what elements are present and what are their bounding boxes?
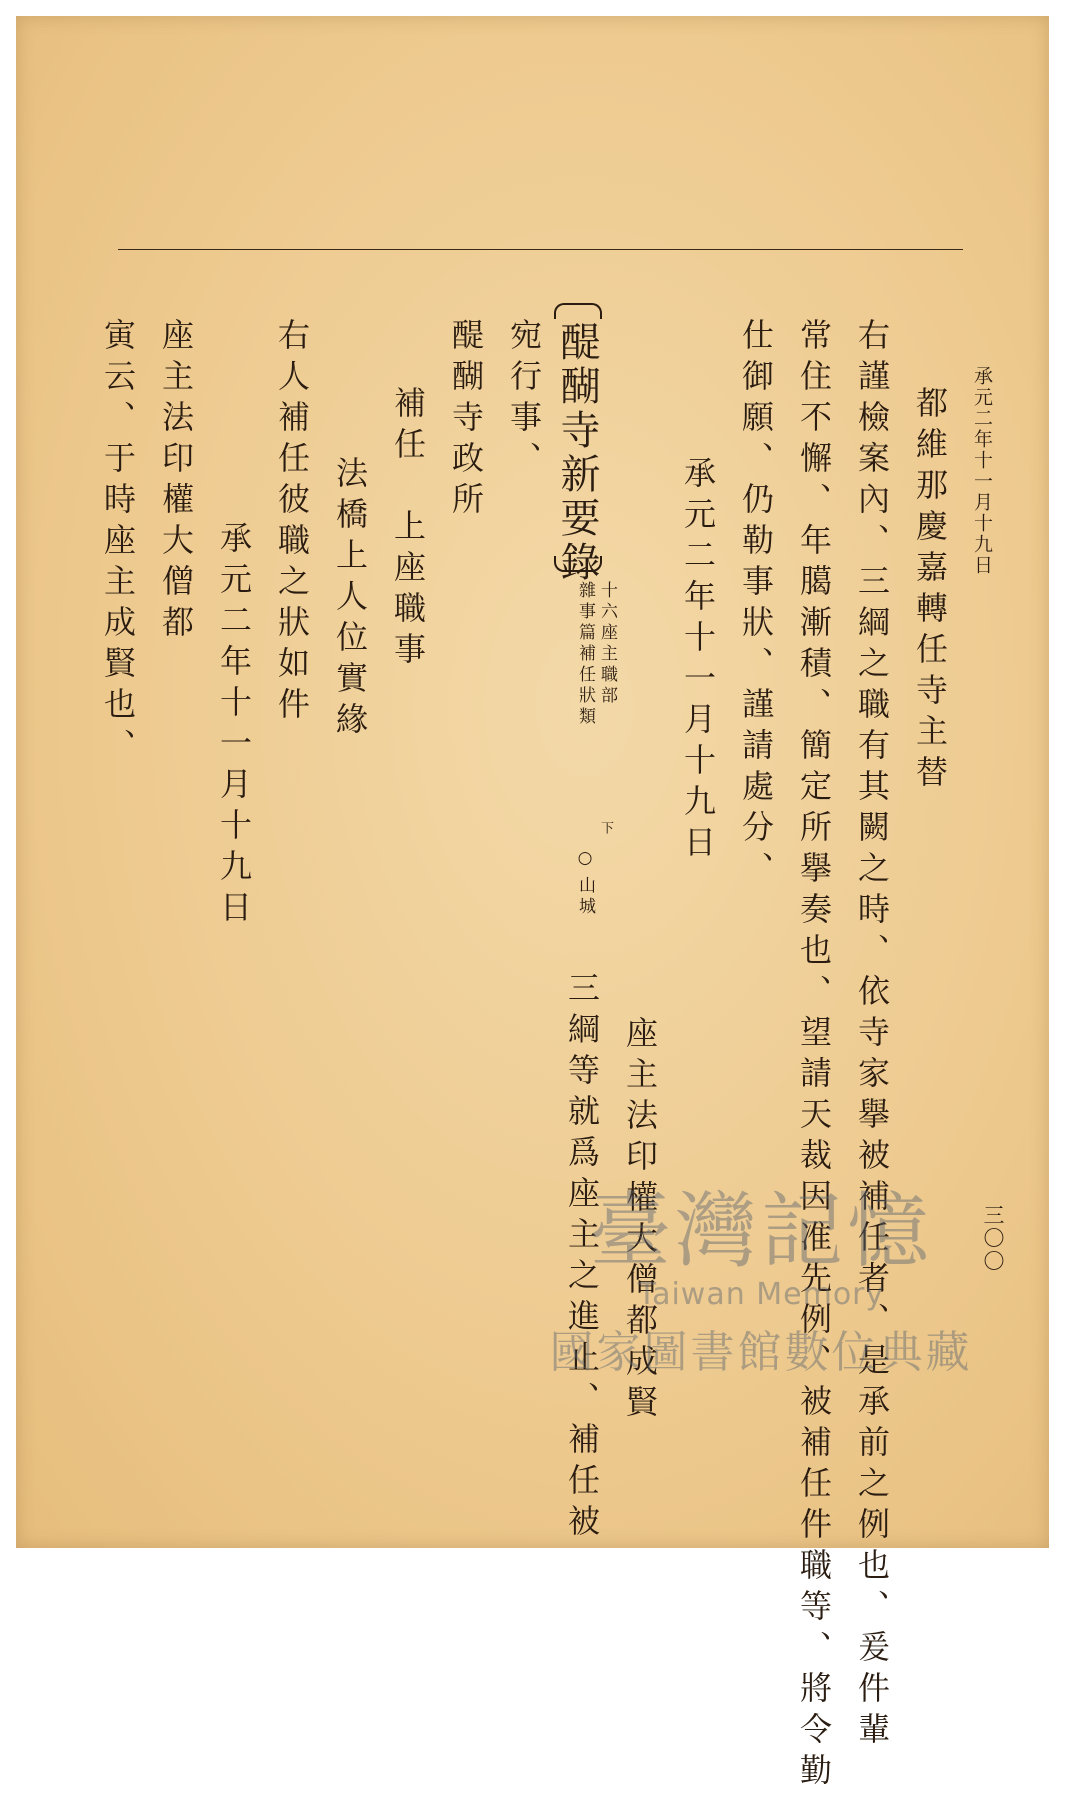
source-note-left: 雜事篇補任狀類: [575, 581, 595, 728]
source-note-separator: ○: [575, 848, 595, 872]
text-column-1: 都維那慶嘉轉任寺主替: [911, 386, 949, 796]
book-page: [16, 16, 1049, 1794]
text-column-4: 仕御願、仍勒事狀、謹請處分、: [737, 318, 775, 892]
source-note-province: 山城: [575, 876, 595, 918]
text-column-11: 補任 上座職事: [389, 386, 427, 673]
text-column-7: 三綱等就爲座主之進止、補任被: [563, 971, 601, 1545]
watermark-title: 臺灣記憶: [588, 1184, 933, 1279]
text-column-10: 醍醐寺政所: [447, 318, 485, 523]
text-column-3: 常住不懈、年臈漸積、簡定所擧奏也、望請天裁因准先例、被補任件職等、將令勤: [795, 318, 833, 1794]
source-note-right: 十六座主職部: [597, 581, 617, 707]
text-column-12: 法橋上人位實緣: [331, 456, 369, 743]
text-column-9: 宛行事、: [505, 318, 543, 482]
page-number: 三〇〇: [981, 1204, 1005, 1273]
library-watermark: [516, 1166, 1006, 1380]
running-header-date: 承元二年十一月十九日: [971, 366, 993, 576]
title-bracket-top: [554, 303, 602, 319]
text-column-2: 右謹檢案內、三綱之職有其闕之時、依寺家擧被補任者、是承前之例也、爰件輩: [853, 318, 891, 1753]
text-column-6-signature: 座主法印權大僧都成賢: [621, 1016, 659, 1426]
watermark-english: Taiwan Memory: [637, 1277, 885, 1312]
text-column-14-date: 承元二年十一月十九日: [215, 521, 253, 931]
watermark-institution: 國家圖書館數位典藏: [549, 1327, 973, 1378]
text-column-16: 寅云、于時座主成賢也、: [99, 318, 137, 769]
text-column-13: 右人補任彼職之狀如件: [273, 318, 311, 728]
source-note-volume-mark: 下: [598, 821, 613, 838]
title-bracket-bottom: [554, 556, 602, 572]
text-column-5-date: 承元二年十一月十九日: [679, 456, 717, 866]
text-column-15: 座主法印權大僧都: [157, 318, 195, 646]
header-rule: [118, 249, 963, 250]
source-book-title: 醍醐寺新要錄: [554, 321, 600, 585]
